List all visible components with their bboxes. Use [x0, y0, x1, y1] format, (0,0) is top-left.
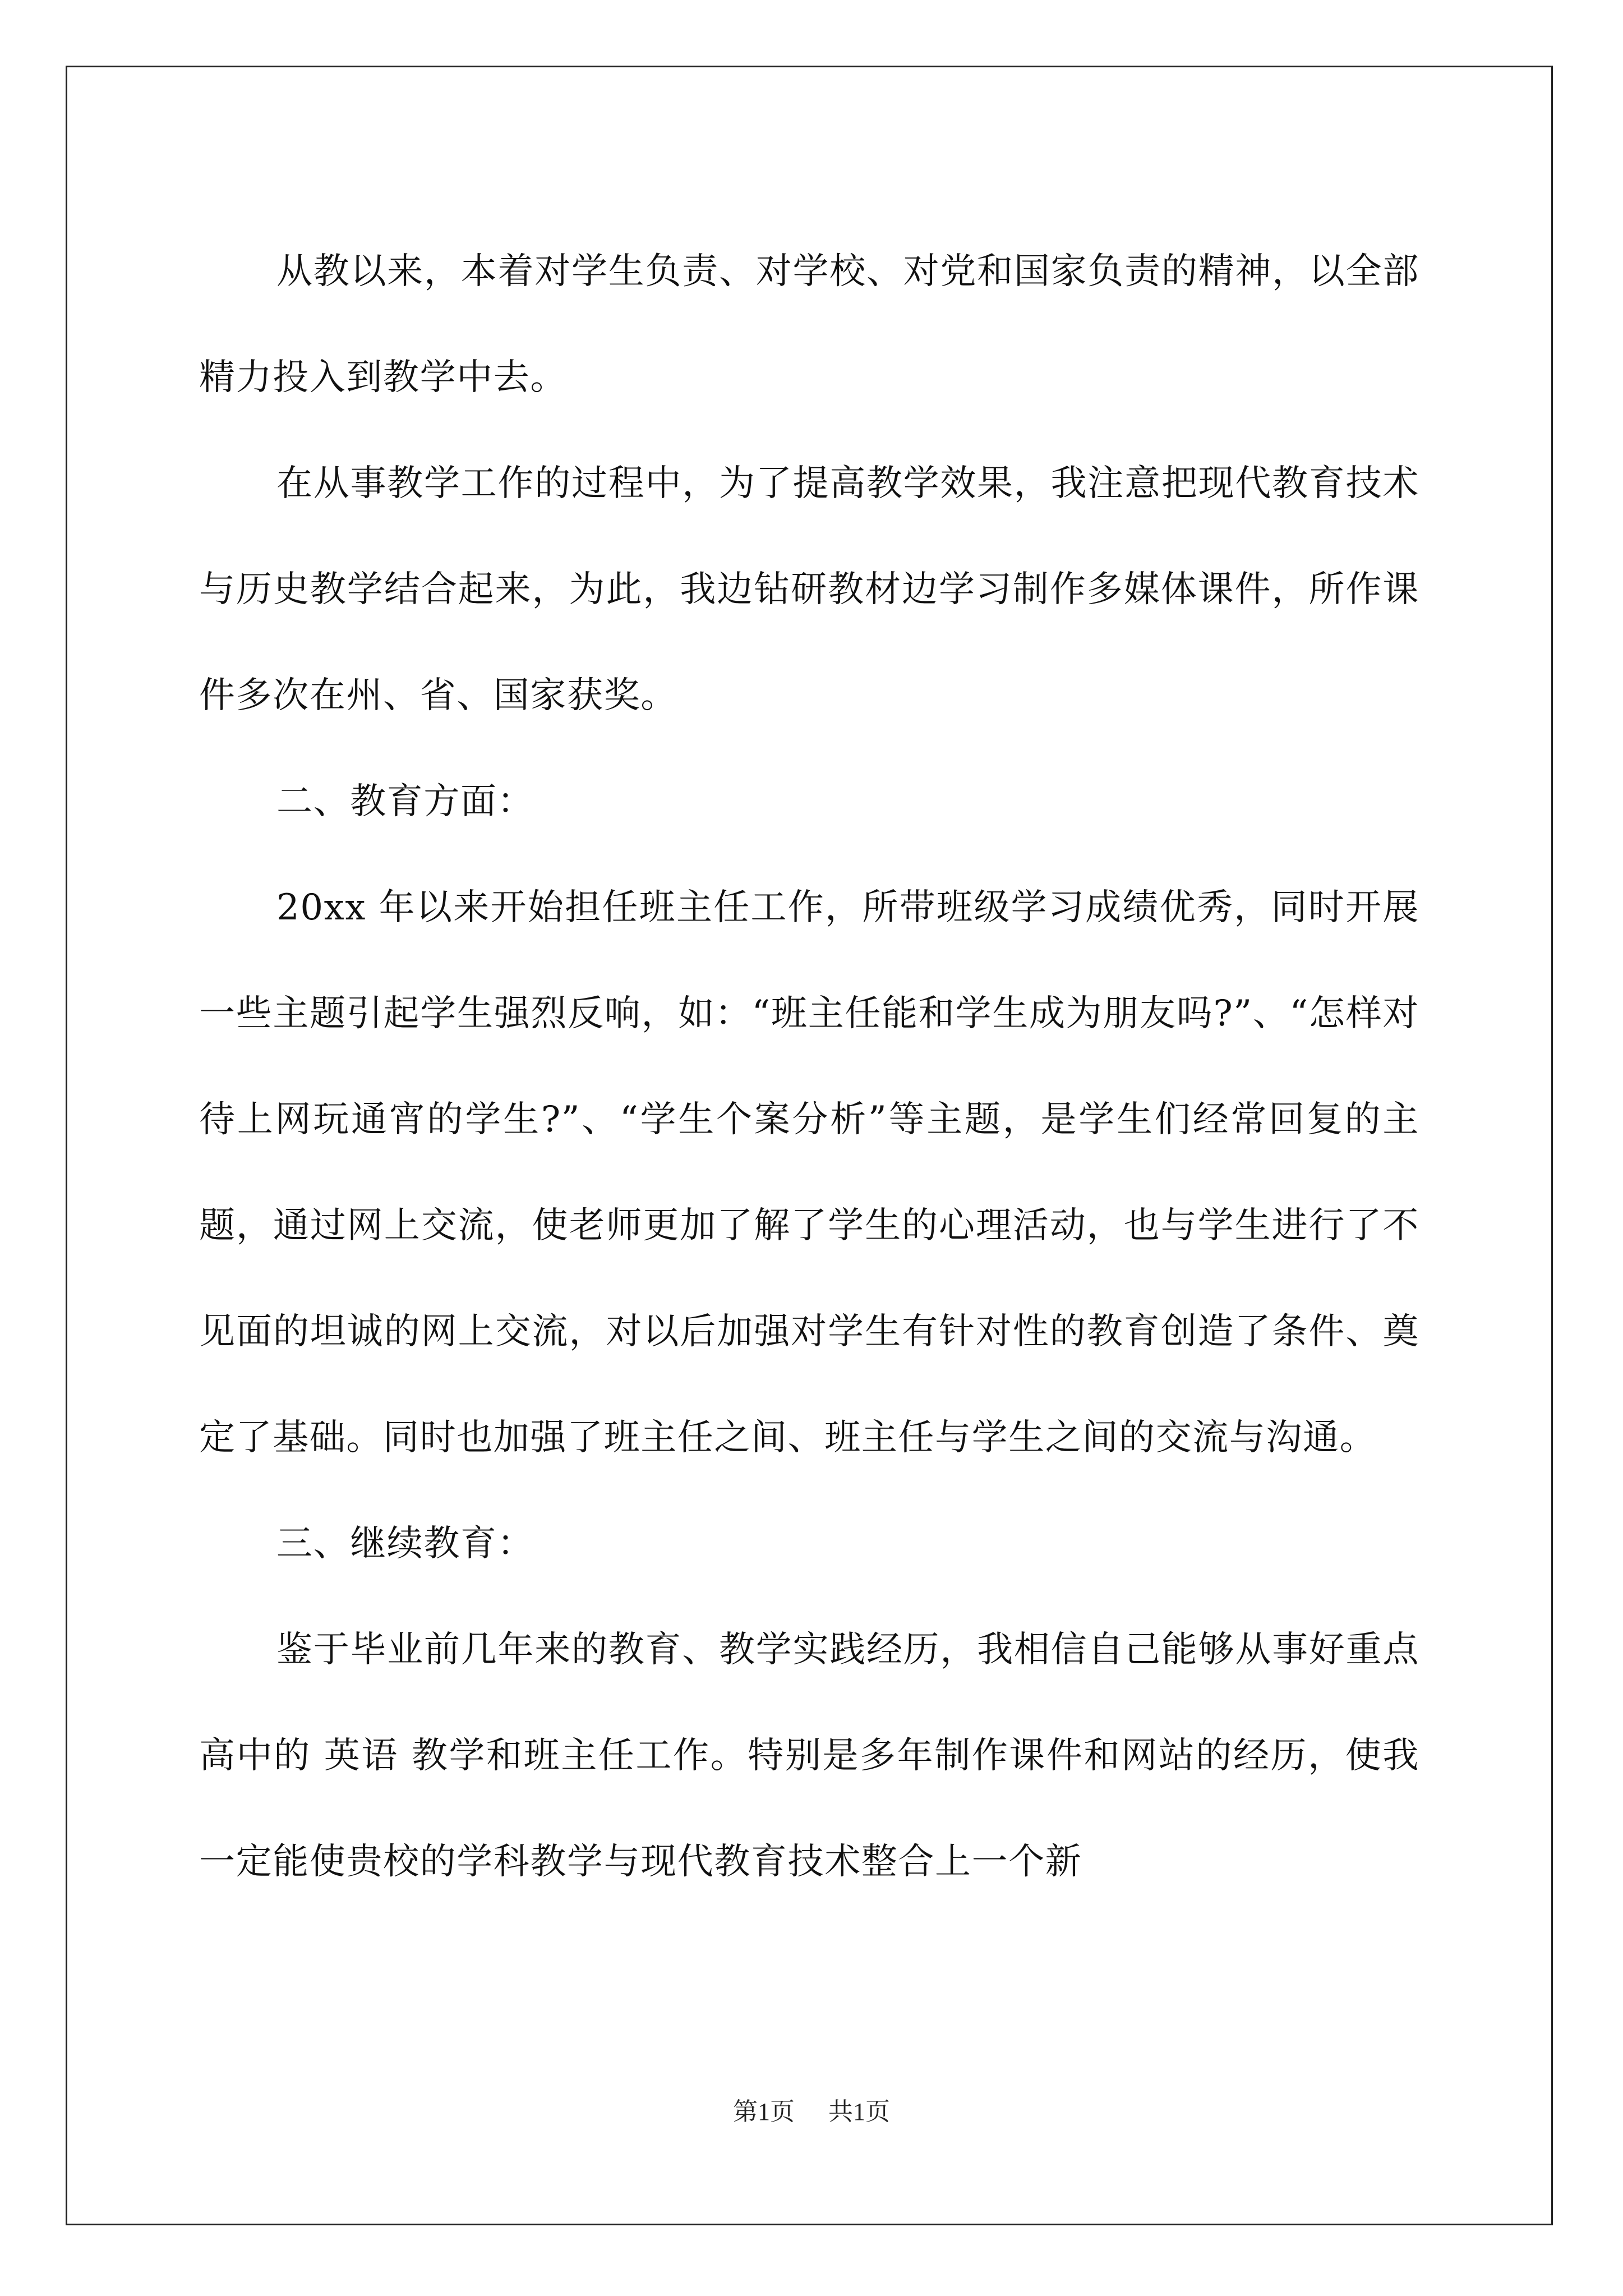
- paragraph-teaching-technology: 在从事教学工作的过程中，为了提高教学效果，我注意把现代教育技术与历史教学结合起来，为此，我边钻研教材边学习制作多媒体课件，所作课件多次在州、省、国家获奖。: [199, 463, 1419, 716]
- page-footer: [0, 2095, 1623, 2129]
- document-body: [199, 219, 1419, 1915]
- paragraph-head-teacher: 20xx 年以来开始担任班主任工作，所带班级学习成绩优秀，同时开展一些主题引起学生强烈反响，如：“班主任能和学生成为朋友吗?”、“怎样对待上网玩通宵的学生?”、“学生个案分析”等主题，是学生们经常回复的主题，通过网上交流，使老师更加了解了学生的心理活动，也与学生进行了不见面的坦诚的网上交流，对以后加强对学生有针对性的教育创造了条件、奠定了基础。同时也加强了班主任之间、班主任与学生之间的交流与沟通。: [199, 887, 1419, 1458]
- page-total: 共1页: [828, 2098, 890, 2125]
- section-heading-education: 二、教育方面：: [276, 781, 534, 822]
- section-heading-continuing-education: 三、继续教育：: [276, 1523, 534, 1565]
- paragraph-intro: 从教以来，本着对学生负责、对学校、对党和国家负责的精神，以全部精力投入到教学中去。: [199, 251, 1419, 398]
- page-number: 第1页: [733, 2098, 795, 2125]
- paragraph-experience: 鉴于毕业前几年来的教育、教学实践经历，我相信自己能够从事好重点高中的 英语 教学和班主任工作。特别是多年制作课件和网站的经历，使我一定能使贵校的学科教学与现代教育技术整合上一个新: [199, 1629, 1419, 1883]
